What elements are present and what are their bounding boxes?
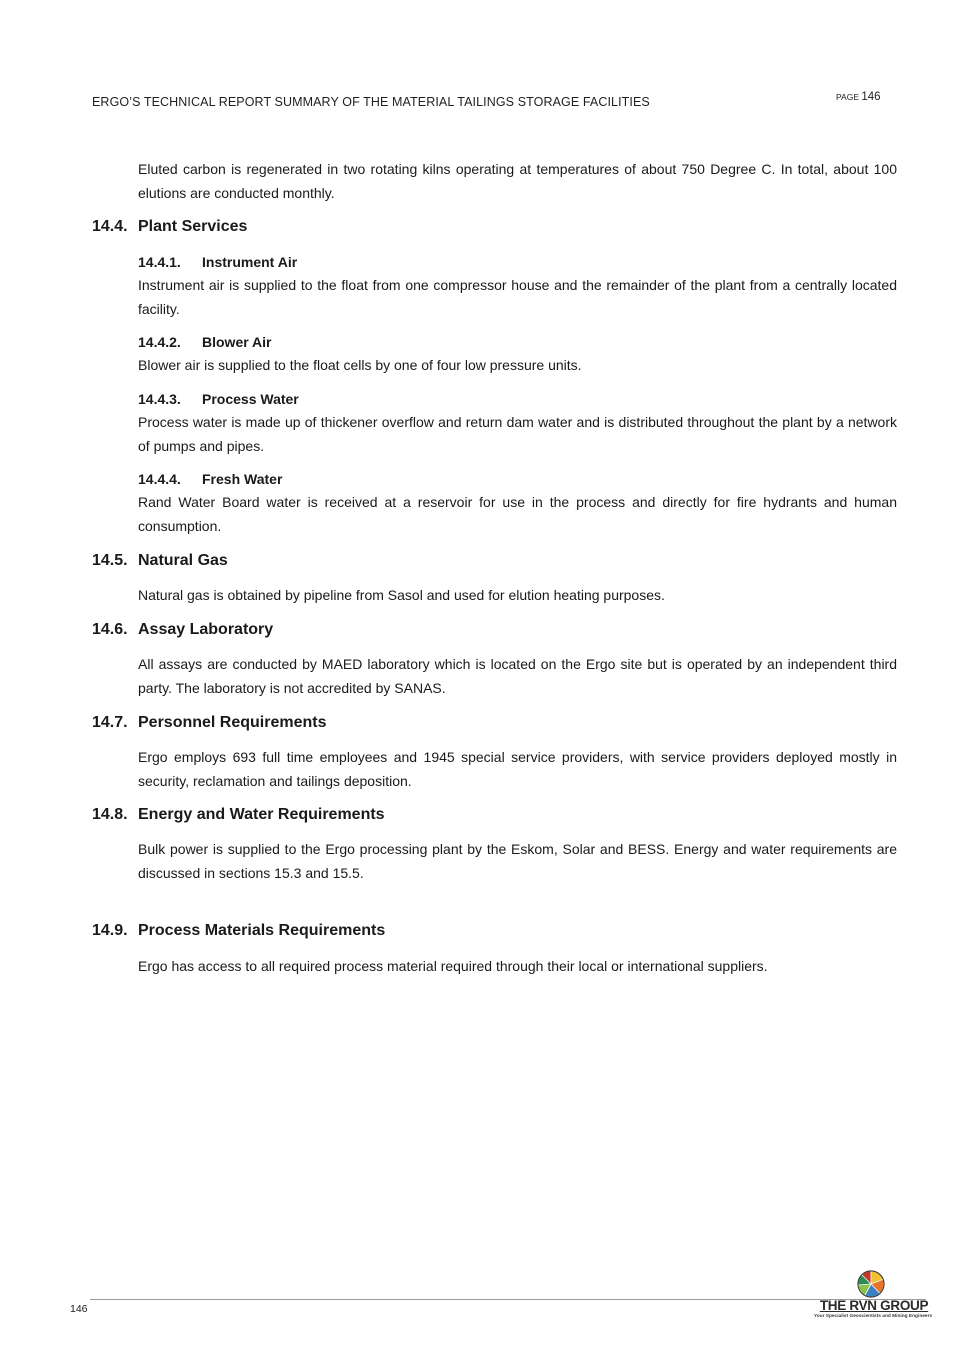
report-header-title: ERGO’S TECHNICAL REPORT SUMMARY OF THE MATERIAL TAILINGS STORAGE FACILITIES (92, 95, 650, 109)
paragraph-personnel-requirements: Ergo employs 693 full time employees and 1945 special service providers, with service providers deployed mostly in security, reclamation and tailings deposition. (138, 749, 897, 789)
section-number: 14.5. (92, 552, 128, 569)
paragraph-fresh-water: Rand Water Board water is received at a reservoir for use in the process and directly for fire hydrants and human consumption. (138, 494, 897, 534)
subsection-number: 14.4.1. (138, 254, 181, 270)
section-number: 14.9. (92, 922, 128, 939)
section-heading-plant-services (92, 218, 247, 236)
subsection-heading-fresh-water (138, 471, 282, 487)
subsection-title: Fresh Water (202, 471, 283, 487)
footer-page-number: 146 (70, 1303, 88, 1315)
subsection-heading-instrument-air (138, 254, 297, 270)
section-heading-process-materials-requirements (92, 922, 385, 940)
subsection-number: 14.4.2. (138, 334, 181, 350)
paragraph-instrument-air: Instrument air is supplied to the float from one compressor house and the remainder of the plant from a centrally located facility. (138, 277, 897, 317)
section-number: 14.4. (92, 218, 128, 235)
subsection-heading-blower-air (138, 334, 272, 350)
section-number: 14.6. (92, 621, 128, 638)
subsection-number: 14.4.4. (138, 471, 181, 487)
paragraph-process-water: Process water is made up of thickener overflow and return dam water and is distributed throughout the plant by a network of pumps and pipes. (138, 414, 897, 454)
rvn-pie-logo-icon (857, 1270, 885, 1298)
section-number: 14.7. (92, 714, 128, 731)
paragraph-assay-laboratory: All assays are conducted by MAED laboratory which is located on the Ergo site but is operated by an independent third party. The laboratory is not accredited by SANAS. (138, 656, 897, 696)
header-page-label: PAGE (836, 92, 859, 102)
subsection-heading-process-water (138, 391, 299, 407)
paragraph-natural-gas: Natural gas is obtained by pipeline from Sasol and used for elution heating purposes. (138, 587, 665, 603)
section-title: Energy and Water Requirements (138, 806, 385, 823)
section-title: Natural Gas (138, 552, 228, 569)
logo-wordmark: THE RVN GROUP (819, 1298, 929, 1313)
section-heading-natural-gas (92, 552, 228, 570)
subsection-title: Blower Air (202, 334, 272, 350)
paragraph-process-materials-requirements: Ergo has access to all required process material required through their local or international suppliers. (138, 958, 768, 974)
header-page-number: 146 (861, 91, 881, 103)
section-heading-energy-water-requirements (92, 806, 385, 824)
subsection-title: Process Water (202, 391, 299, 407)
footer-divider (90, 1299, 926, 1300)
intro-paragraph: Eluted carbon is regenerated in two rotating kilns operating at temperatures of about 750 Degree C. In total, about 100 elutions are conducted monthly. (138, 161, 897, 201)
subsection-title: Instrument Air (202, 254, 298, 270)
paragraph-energy-water-requirements: Bulk power is supplied to the Ergo processing plant by the Eskom, Solar and BESS. Energy and water requirements are discussed in sections 15.3 and 15.5. (138, 841, 897, 881)
rvn-group-logo (812, 1268, 934, 1324)
logo-tagline: Your Specialist Geoscientists and Mining Engineers (813, 1314, 933, 1319)
section-title: Assay Laboratory (138, 621, 274, 638)
section-title: Plant Services (138, 218, 248, 235)
section-heading-assay-laboratory (92, 621, 273, 639)
section-heading-personnel-requirements (92, 714, 327, 732)
header-page-indicator (836, 91, 881, 103)
section-title: Process Materials Requirements (138, 922, 386, 939)
section-title: Personnel Requirements (138, 714, 327, 731)
section-number: 14.8. (92, 806, 128, 823)
paragraph-blower-air: Blower air is supplied to the float cells by one of four low pressure units. (138, 357, 582, 373)
subsection-number: 14.4.3. (138, 391, 181, 407)
